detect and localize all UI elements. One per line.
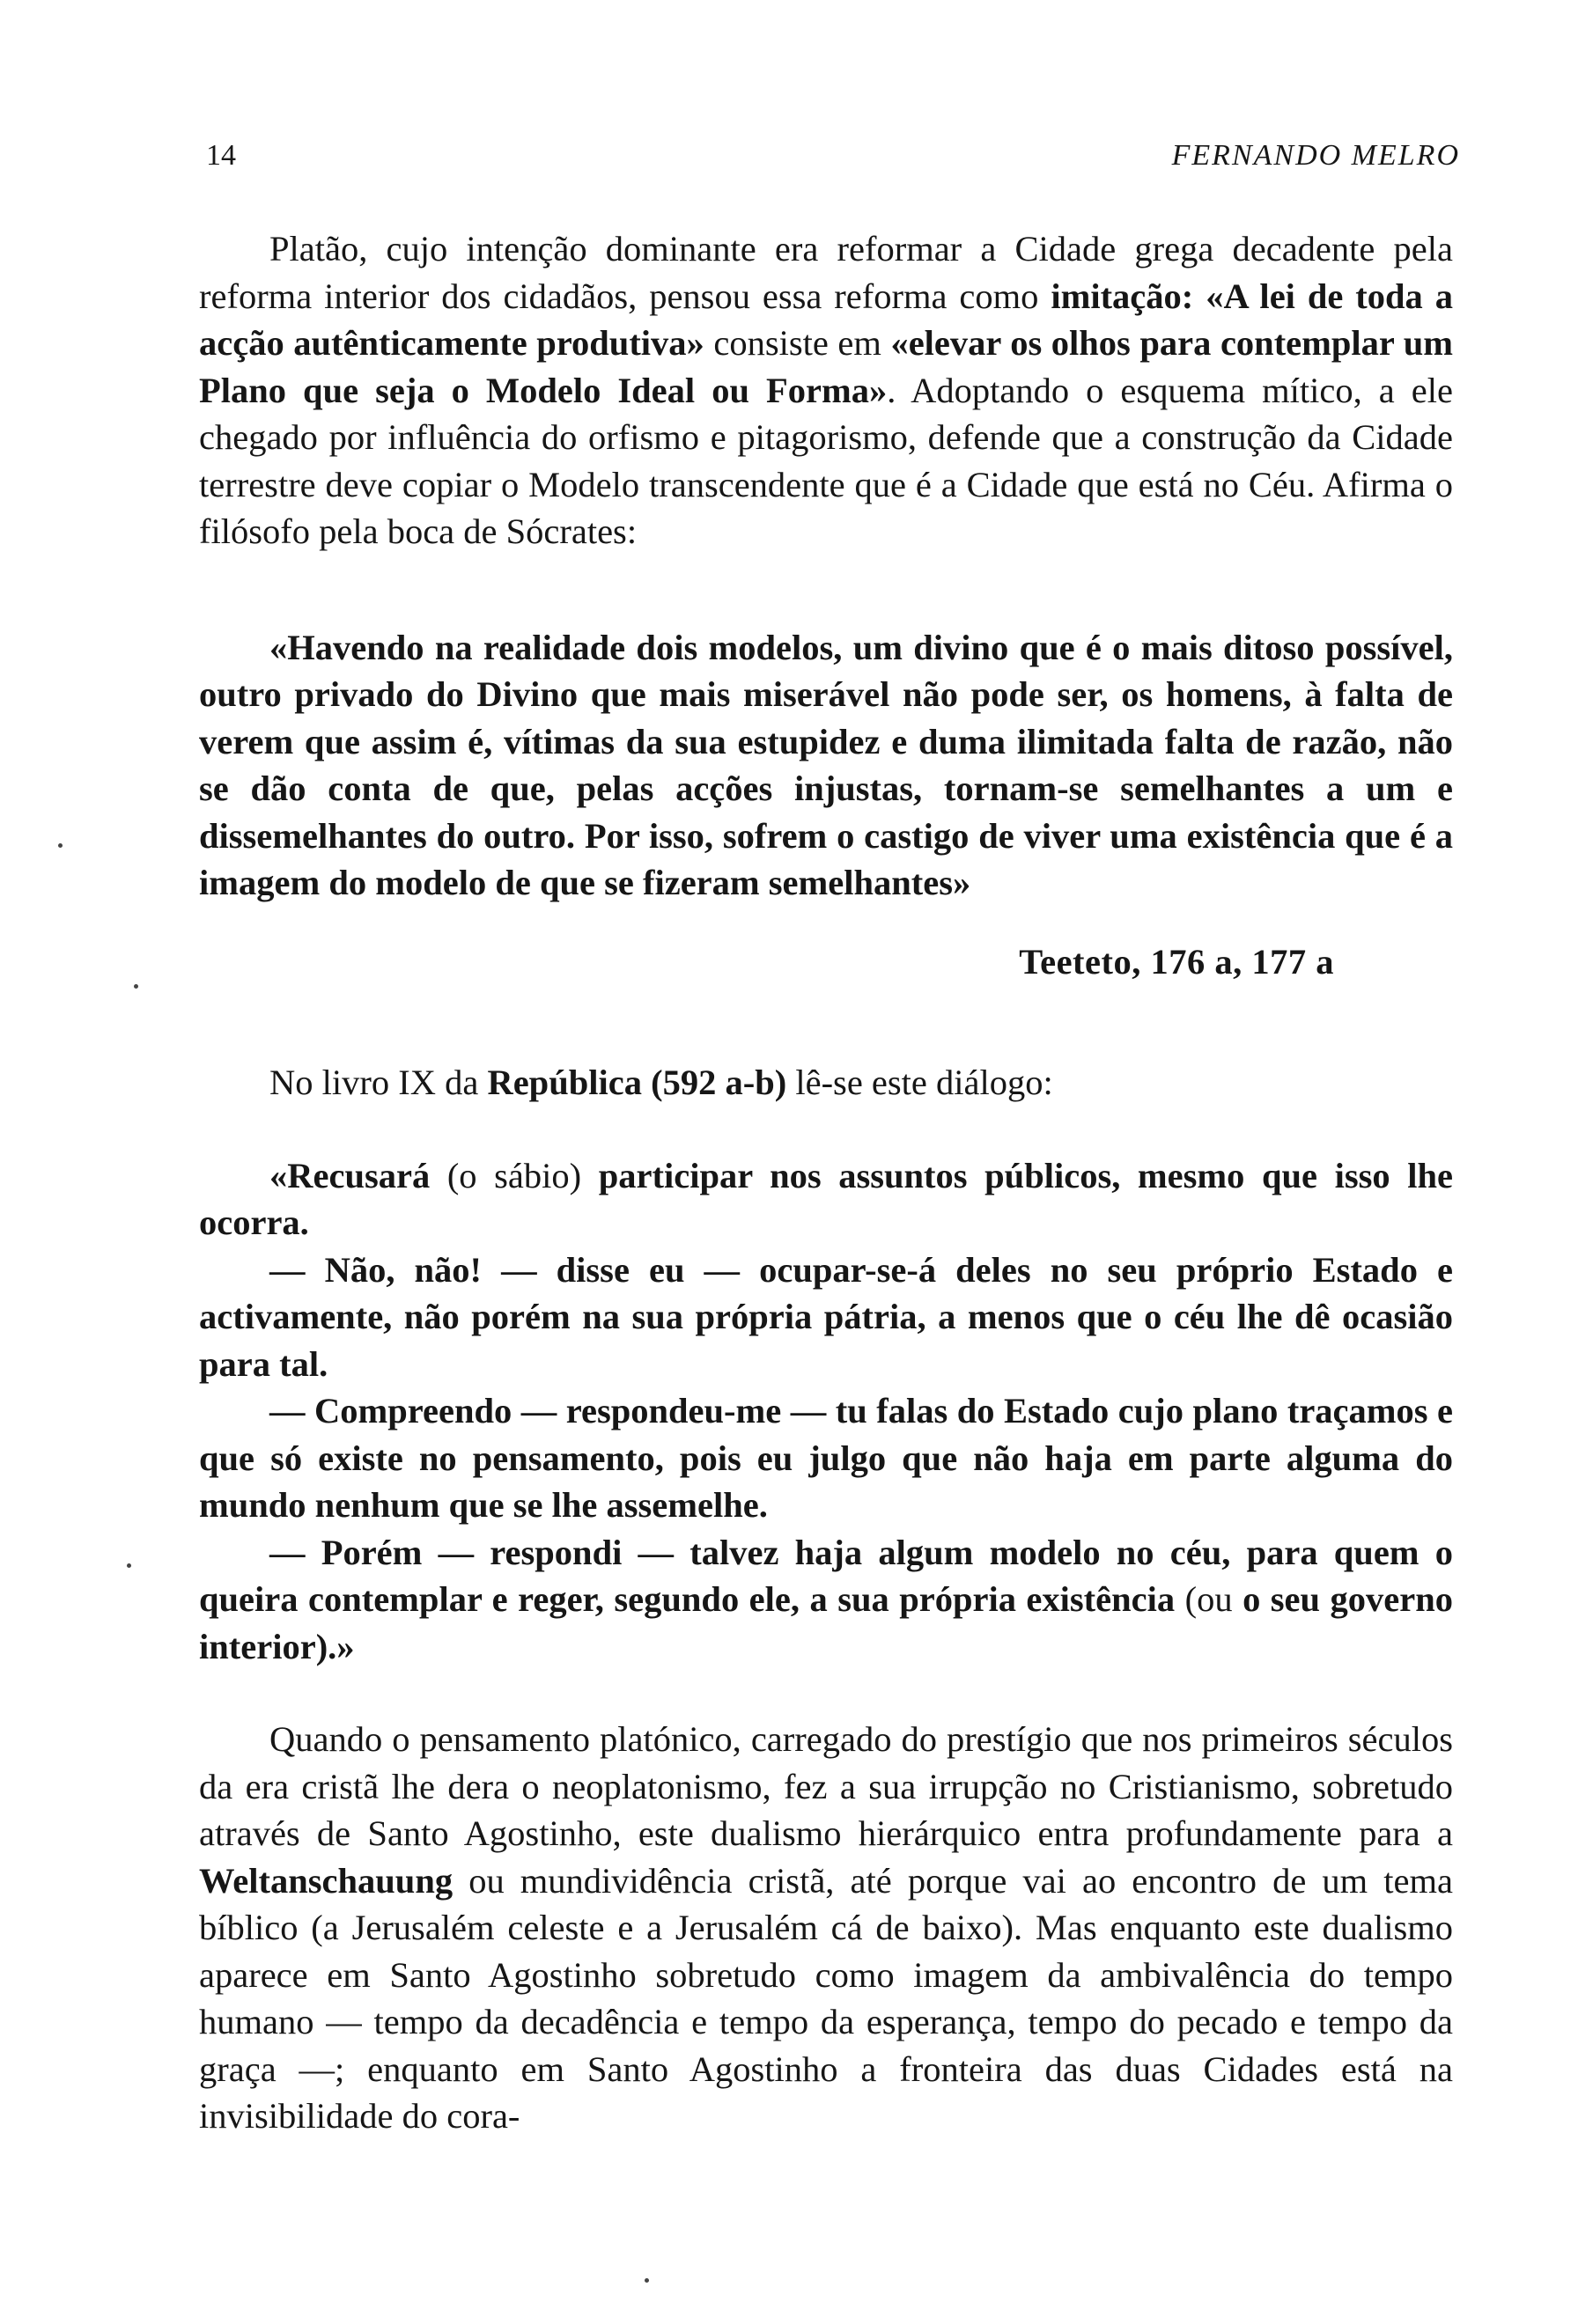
dialogue-line-2 — [199, 1247, 1453, 1388]
dialogue-text: — Compreendo — respondeu-me — tu falas do Estado cujo plano traçamos e que só existe no pensamento, pois eu julgo que não haja em parte alguma do mundo nenhum que se lhe assemelhe. — [199, 1391, 1453, 1525]
scan-speck — [58, 843, 63, 848]
dialogue-text: — Não, não! — disse eu — ocupar-se-á deles no seu próprio Estado e activamente, não porém na sua própria pátria, a menos que o céu lhe dê ocasião para tal. — [199, 1249, 1453, 1384]
block-quote-teeteto — [199, 624, 1453, 907]
scan-speck — [645, 2278, 649, 2283]
dialogue-line-3 — [199, 1387, 1453, 1529]
scan-speck — [127, 1563, 131, 1568]
page-body — [199, 225, 1453, 2140]
dialogue-text: o seu governo interior).» — [199, 1579, 1453, 1666]
dialogue-line-4 — [199, 1529, 1453, 1671]
running-head: FERNANDO MELRO — [1171, 139, 1460, 172]
paragraph-text: consiste em — [704, 323, 891, 363]
paragraph-text: lê-se este diálogo: — [786, 1063, 1053, 1102]
emphasis-quote: «A lei de toda a acção autênticamente produtiva» — [199, 276, 1453, 363]
dialogue-text: participar nos assuntos públicos, mesmo que isso lhe ocorra. — [199, 1155, 1453, 1242]
paragraph-text — [1193, 276, 1206, 316]
page-header — [206, 139, 1460, 181]
paragraph-platao — [199, 225, 1453, 555]
dialogue-text: (ou — [1175, 1579, 1243, 1619]
paragraph-republica — [199, 1059, 1453, 1107]
page-number: 14 — [206, 139, 236, 172]
dialogue-text: (o sábio) — [430, 1155, 599, 1195]
paragraph-text: Platão, cujo intenção dominante era reformar a Cidade grega decadente pela reforma interior dos cidadãos, pensou essa reforma como — [199, 229, 1453, 316]
dialogue-text: — Porém — respondi — talvez haja algum modelo no céu, para quem o queira contemplar e reger, segundo ele, a sua própria existência — [199, 1532, 1453, 1619]
emphasis-imitacao: imitação: — [1051, 276, 1194, 316]
paragraph-text: . Adoptando o esquema mítico, a ele chegado por influência do orfismo e pitagorismo, defende que a construção da Cidade terrestre deve copiar o Modelo transcendente que é a Cidade que está no Céu. Afirma o filósofo pela boca de Sócrates: — [199, 370, 1453, 551]
paragraph-neoplatonismo — [199, 1716, 1453, 2140]
quote-text: «Havendo na realidade dois modelos, um divino que é o mais ditoso possível, outro privado do Divino que mais miserável não pode ser, os homens, à falta de verem que assim é, vítimas da sua estupidez e duma ilimitada falta de razão, não se dão conta de que, pelas acções injustas, tornam-se semelhantes a um e dissemelhantes do outro. Por isso, sofrem o castigo de viver uma existência que é a imagem do modelo de que se fizeram semelhantes» — [199, 627, 1453, 902]
emphasis-quote: «elevar os olhos para contemplar um Plano que seja o Modelo Ideal ou Forma» — [199, 323, 1453, 410]
emphasis-weltanschauung: Weltanschauung — [199, 1860, 453, 1901]
paragraph-text: Quando o pensamento platónico, carregado do prestígio que nos primeiros séculos da era cristã lhe dera o neoplatonismo, fez a sua irrupção no Cristianismo, sobretudo através de Santo Agostinho, este dualismo hierárquico entra profundamente para a — [199, 1719, 1453, 1853]
paragraph-text: ou mundividência cristã, até porque vai ao encontro de um tema bíblico (a Jerusalém celeste e a Jerusalém cá de baixo). Mas enquanto este dualismo aparece em Santo Agostinho sobretudo como imagem da ambivalência do tempo humano — tempo da decadência e tempo da esperança, tempo do pecado e tempo da graça —; enquanto em Santo Agostinho a fronteira das duas Cidades está na invisibilidade do cora- — [199, 1860, 1453, 2136]
scan-speck — [134, 984, 138, 989]
dialogue-text: «Recusará — [269, 1155, 431, 1195]
dialogue-line-1 — [199, 1152, 1453, 1247]
emphasis-republica: República (592 a-b) — [487, 1063, 787, 1102]
citation-teeteto: Teeteto, 176 a, 177 a — [1019, 941, 1334, 982]
paragraph-text: No livro IX da — [269, 1063, 488, 1102]
